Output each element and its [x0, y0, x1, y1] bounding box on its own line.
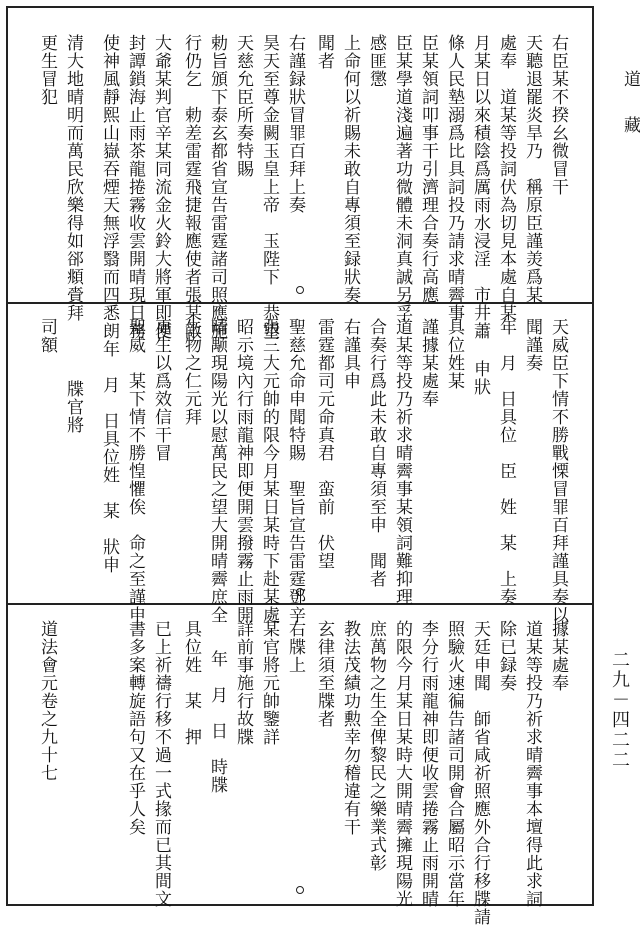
band3-column: 據某處奉 — [548, 620, 568, 692]
band2-column: 晴颙現陽光以慰萬民之望大開晴霽庶全 — [207, 318, 227, 624]
margin-collection-title: 道 藏 — [620, 70, 640, 139]
band2-column: 年 月 日具位 臣 姓 某 上奏 — [496, 318, 516, 606]
band3-column: 詳前事施行故牒 — [233, 620, 253, 746]
band2-column: 申狀 — [470, 360, 490, 396]
page-number: 二九－四二二 — [609, 650, 630, 770]
band1-column: 使神風靜熙山嶽吞煙天無浮翳而四悉朗 — [99, 34, 119, 340]
band1-column: 感匪懲 — [366, 34, 386, 88]
band2-column: 張三大元帥的限今月某日某時下赴某處 — [259, 318, 279, 624]
band1-column: 月某日以來積陰爲厲雨水浸淫 市井蕭 — [470, 34, 490, 340]
band3-column: 除已録奏 — [496, 620, 516, 692]
band1-column: 行仍乞 勅差雷霆飛捷報應使者張某敵 — [181, 34, 201, 340]
binding-hole-top — [296, 286, 304, 294]
band1-column: 封譚鎖海止雨茶龍捲霧收雲開晴現日務 — [125, 34, 145, 340]
band3-column: 具位姓 某 押 — [181, 620, 201, 746]
band2-column: 合奏行爲此未敢自專須至申 聞者 — [366, 318, 386, 588]
band2-column: 具位姓某 — [444, 318, 464, 390]
binding-hole-bottom — [296, 886, 304, 894]
band3-column: 照驗火速徧告諸司開會合屬昭示當年 — [444, 620, 464, 908]
band3-column: 天廷申聞 師省咸祈照應外合行移牒請 — [470, 620, 490, 926]
band1-column: 上命何以祈賜未敢自專須至録狀奏 — [340, 34, 360, 304]
band1-column: 聞者 — [314, 34, 334, 70]
band3-column: 玄律須至牒者 — [314, 620, 334, 728]
band2-column: 謹據某處奉 — [418, 318, 438, 408]
band2-column: 右謹具申 — [340, 318, 360, 390]
band2-column: 牒官將 — [63, 380, 83, 434]
band3-column: 道某等投乃祈求晴霽事本壇得此求詞 — [522, 620, 542, 908]
band1-column: 右謹録狀冒罪百拜上奏 — [285, 34, 305, 214]
band3-column: 的限今月某日某時大開晴霽擁現陽光 — [392, 620, 412, 908]
band1-column: 天慈允臣所奏特賜 — [233, 34, 253, 178]
band1-column: 勅旨頒下泰玄都省宣告雷霆諸司照應施 — [207, 34, 227, 340]
band3-column: 某官將元帥鑒詳 — [259, 620, 279, 746]
band2-column: 聞謹奏 — [522, 318, 542, 372]
band2-column: 天威臣下情不勝戰慄冒罪百拜謹具奏以 — [548, 318, 568, 624]
band2-column: 年 月 日具位姓 某 狀申 — [99, 340, 119, 574]
band1-column: 臣某學道淺遍著功微體未洞真誠另孚 — [392, 34, 412, 322]
band2-column: 昭示境內行雨龍神即便開雲撥霧止雨開 — [233, 318, 253, 624]
band3-column: 右牒上 — [285, 620, 305, 674]
band2-column: 生物之仁元拜 — [181, 318, 201, 426]
band2-column: 聖慈允命申聞特賜 聖旨宣告雷霆鄧辛 — [285, 318, 305, 624]
band3-column: 已上祈禱行移不過一式掾而已其間文 — [151, 620, 171, 908]
band1-column: 臣某領詞叩事干引濟理合奏行高應 — [418, 34, 438, 304]
band1-column: 右臣某不揆幺微冒干 — [548, 34, 568, 196]
band2-column: 聖威 某下情不勝惶懼俟 命之至謹申 — [125, 318, 145, 624]
band2-column: 道某等投乃祈求晴霽事某領詞難抑理 — [392, 318, 412, 606]
band2-column: 雷霆都司元命真君 蛮前 伏望 — [314, 318, 334, 570]
band1-column: 大爺某判官辛某同流金火鈴大將軍即便 — [151, 34, 171, 340]
band2-column: 司額 — [37, 318, 57, 354]
band3-column: 書多案轉旋語句又在乎人矣 — [125, 620, 145, 836]
band3-column: 年 月 日 時牒 — [207, 650, 227, 794]
band3-column: 李分行雨龍神即便收雲捲霧止雨開晴 — [418, 620, 438, 908]
band3-column: 教法茂績功勲幸勿稽違有干 — [340, 620, 360, 836]
band1-column: 清大地晴明而萬民欣樂得如郤頫賫拜 — [63, 34, 83, 322]
band1-column: 條人民墊溺爲比具詞投乃請求晴霽事 — [444, 34, 464, 322]
band1-column: 昊天至尊金闕玉皇上帝 玉陛下 恭望 — [259, 34, 279, 340]
band3-column: 庶萬物之生全俾黎民之樂業式彰 — [366, 620, 386, 872]
band1-column: 更生冒犯 — [37, 34, 57, 106]
band1-column: 天聽退罷炎旱乃 稱原臣謹羙爲某 — [522, 34, 542, 304]
band1-column: 處奉 道某等投詞伏為切見本處自某 — [496, 34, 516, 322]
band3-column: 道法會元卷之九十七 — [37, 620, 57, 782]
band2-column: 更生以爲效信干冒 — [151, 318, 171, 462]
